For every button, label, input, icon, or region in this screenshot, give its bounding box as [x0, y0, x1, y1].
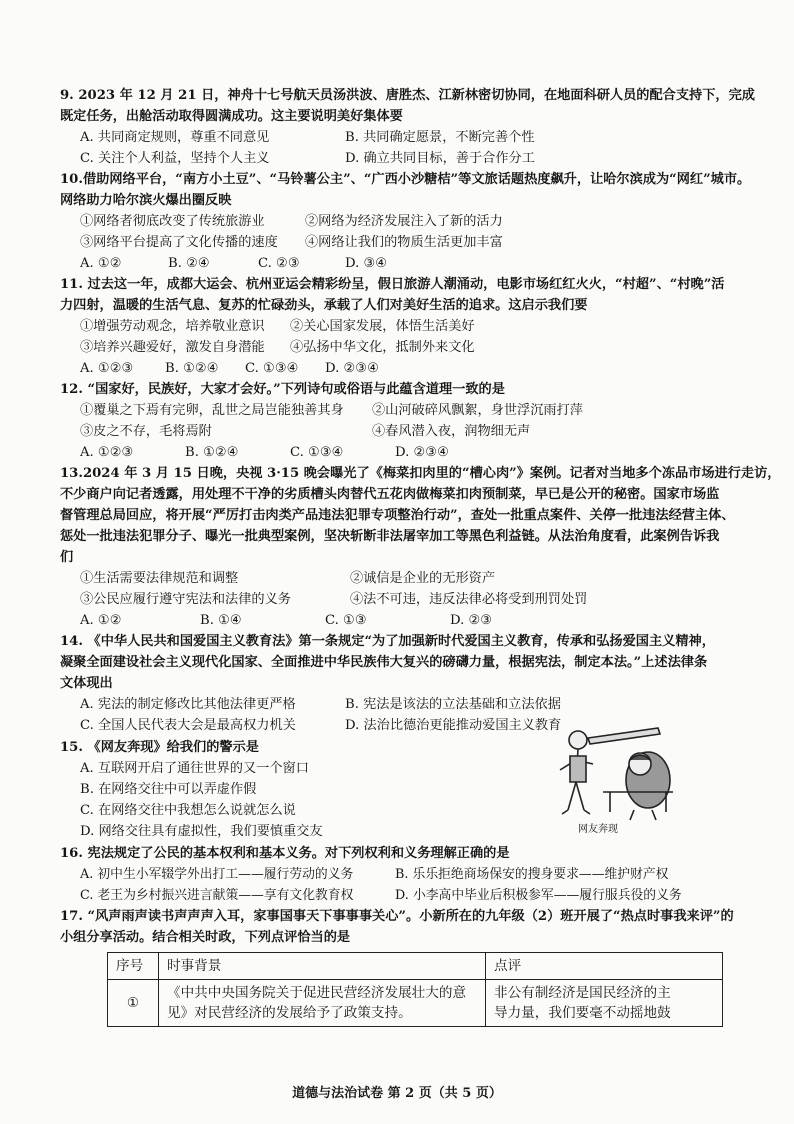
q16-option-c: C. 老王为乡村振兴进言献策——享有文化教育权 [80, 888, 354, 903]
row-background-line2: 见》对民营经济的发展给予了政策支持。 [167, 1005, 412, 1021]
cartoon-illustration [548, 720, 688, 830]
q15-stem: 15. 《网友奔现》给我们的警示是 [60, 740, 259, 755]
q12-option-a: A. ①②③ [80, 445, 134, 460]
q13-stem-line1: 13.2024 年 3 月 15 日晚，央视 3·15 晚会曝光了《梅菜扣肉里的“槽心肉”》案例。记者对当地多个冻品市场进行走访， [60, 466, 781, 481]
q17-stem-line2: 小组分享活动。结合相关时政，下列点评恰当的是 [60, 930, 351, 945]
q16-option-d: D. 小李高中毕业后积极参军——履行服兵役的义务 [395, 888, 682, 903]
q12-item-1: ①覆巢之下焉有完卵，乱世之局岂能独善其身 [80, 403, 344, 418]
q13-item-1: ①生活需要法律规范和调整 [80, 571, 239, 586]
q13-stem-line3: 督管理总局回应，将开展“严厉打击肉类产品违法犯罪专项整治行动”，查处一批重点案件、关停一批违法经营主体、 [60, 508, 735, 523]
q10-option-a: A. ①② [80, 256, 122, 271]
q9-option-a: A. 共同商定规则，尊重不同意见 [80, 130, 270, 145]
row-comment [486, 980, 723, 1027]
q10-option-b: B. ②④ [168, 256, 210, 271]
q10-item-4: ④网络让我们的物质生活更加丰富 [305, 235, 503, 250]
q11-option-b: B. ①②④ [165, 361, 219, 376]
q15-option-b: B. 在网络交往中可以弄虚作假 [80, 782, 257, 797]
q14-option-a: A. 宪法的制定修改比其他法律更严格 [80, 697, 296, 712]
q16-option-b: B. 乐乐拒绝商场保安的搜身要求——维护财产权 [395, 867, 669, 882]
cartoon-caption: 网友奔现 [578, 824, 618, 835]
table-row [108, 980, 723, 1027]
q11-option-a: A. ①②③ [80, 361, 134, 376]
q10-item-1: ①网络者彻底改变了传统旅游业 [80, 214, 265, 229]
q16-option-a: A. 初中生小军辍学外出打工——履行劳动的义务 [80, 867, 354, 882]
q13-option-c: C. ①③ [325, 613, 367, 628]
q13-stem-line4: 惩处一批违法犯罪分子、曝光一批典型案例，坚决斩断非法屠宰加工等黑色利益链。从法治角度看，此案例告诉我 [60, 529, 720, 544]
col-header-no: 序号 [108, 953, 159, 980]
col-header-comment: 点评 [486, 953, 723, 980]
q12-option-d: D. ②③④ [395, 445, 449, 460]
q12-option-c: C. ①③④ [290, 445, 344, 460]
q14-stem-line2: 凝聚全面建设社会主义现代化国家、全面推进中华民族伟大复兴的磅礴力量，根据宪法，制定本法。”上述法律条 [60, 655, 708, 670]
q13-option-b: B. ①④ [200, 613, 242, 628]
q11-item-3: ③培养兴趣爱好，激发自身潜能 [80, 340, 265, 355]
page-footer: 道德与法治试卷 第 2 页（共 5 页） [292, 1086, 502, 1101]
q12-item-3: ③皮之不存，毛将焉附 [80, 424, 212, 439]
q15-option-a: A. 互联网开启了通往世界的又一个窗口 [80, 761, 309, 776]
q14-stem-line3: 文体现出 [60, 676, 113, 691]
q13-stem-line2: 不少商户向记者透露，用处理不干净的劣质槽头肉替代五花肉做梅菜扣肉预制菜，早已是公开的秘密。国家市场监 [60, 487, 720, 502]
q10-option-c: C. ②③ [258, 256, 300, 271]
q9-option-c: C. 关注个人利益，坚持个人主义 [80, 151, 270, 166]
q11-item-4: ④弘扬中华文化，抵制外来文化 [290, 340, 475, 355]
q15-option-d: D. 网络交往具有虚拟性，我们要慎重交友 [80, 824, 323, 839]
q10-item-3: ③网络平台提高了文化传播的速度 [80, 235, 278, 250]
q12-item-4: ④春风潜入夜，润物细无声 [372, 424, 531, 439]
q11-stem-line2: 力四射，温暖的生活气息、复苏的忙碌劲头，承载了人们对美好生活的追求。这启示我们要 [60, 298, 588, 313]
q11-item-1: ①增强劳动观念，培养敬业意识 [80, 319, 265, 334]
q12-stem: 12. “国家好，民族好，大家才会好。”下列诗句或俗语与此蕴含道理一致的是 [60, 382, 505, 397]
q10-option-d: D. ③④ [345, 256, 388, 271]
q10-stem-line1: 10.借助网络平台，“南方小土豆”、“马铃薯公主”、“广西小沙糖桔”等文旅话题热度飙升，让哈尔滨成为“网红”城市。 [60, 172, 751, 187]
q16-stem: 16. 宪法规定了公民的基本权利和基本义务。对下列权利和义务理解正确的是 [60, 846, 510, 861]
q9-option-d: D. 确立共同目标，善于合作分工 [345, 151, 535, 166]
q17-table [107, 952, 723, 1027]
q12-option-b: B. ①②④ [185, 445, 239, 460]
q14-option-c: C. 全国人民代表大会是最高权力机关 [80, 718, 296, 733]
table-header-row [108, 953, 723, 980]
q12-item-2: ②山河破碎风飘絮，身世浮沉雨打萍 [372, 403, 583, 418]
row-background [159, 980, 486, 1027]
q13-item-3: ③公民应履行遵守宪法和法律的义务 [80, 592, 291, 607]
row-comment-line2: 导力量，我们要毫不动摇地鼓 [494, 1005, 671, 1021]
q11-option-d: D. ②③④ [325, 361, 379, 376]
q11-stem-line1: 11. 过去这一年，成都大运会、杭州亚运会精彩纷呈，假日旅游人潮涌动，电影市场红红火火，“村超”、“村晚”活 [60, 277, 725, 292]
row-background-line1: 《中共中央国务院关于促进民营经济发展壮大的意 [167, 985, 467, 1001]
q15-option-c: C. 在网络交往中我想怎么说就怎么说 [80, 803, 296, 818]
q13-stem-line5: 们 [60, 550, 74, 565]
q14-stem-line1: 14. 《中华人民共和国爱国主义教育法》第一条规定“为了加强新时代爱国主义教育，传承和弘扬爱国主义精神， [60, 634, 715, 649]
q17-stem-line1: 17. “风声雨声读书声声声入耳，家事国事天下事事事关心”。小新所在的九年级（2）班开展了“热点时事我来评”的 [60, 909, 734, 924]
q11-item-2: ②关心国家发展，体悟生活美好 [290, 319, 475, 334]
q13-item-2: ②诚信是企业的无形资产 [350, 571, 496, 586]
col-header-background: 时事背景 [159, 953, 486, 980]
q14-option-b: B. 宪法是该法的立法基础和立法依据 [345, 697, 561, 712]
q13-option-d: D. ②③ [450, 613, 493, 628]
q13-item-4: ④法不可违，违反法律必将受到刑罚处罚 [350, 592, 588, 607]
q14-option-d: D. 法治比德治更能推动爱国主义教育 [345, 718, 562, 733]
q9-stem-line1: 9. 2023 年 12 月 21 日，神舟十七号航天员汤洪波、唐胜杰、江新林密切协同，在地面科研人员的配合支持下，完成 [60, 88, 755, 103]
q11-option-c: C. ①③④ [245, 361, 299, 376]
row-comment-line1: 非公有制经济是国民经济的主 [494, 985, 671, 1001]
q13-option-a: A. ①② [80, 613, 122, 628]
q10-stem-line2: 网络助力哈尔滨火爆出圈反映 [60, 193, 232, 208]
q10-item-2: ②网络为经济发展注入了新的活力 [305, 214, 503, 229]
row-no: ① [108, 980, 159, 1027]
q9-option-b: B. 共同确定愿景，不断完善个性 [345, 130, 535, 145]
q9-stem-line2: 既定任务，出舱活动取得圆满成功。这主要说明美好集体要 [60, 109, 403, 124]
